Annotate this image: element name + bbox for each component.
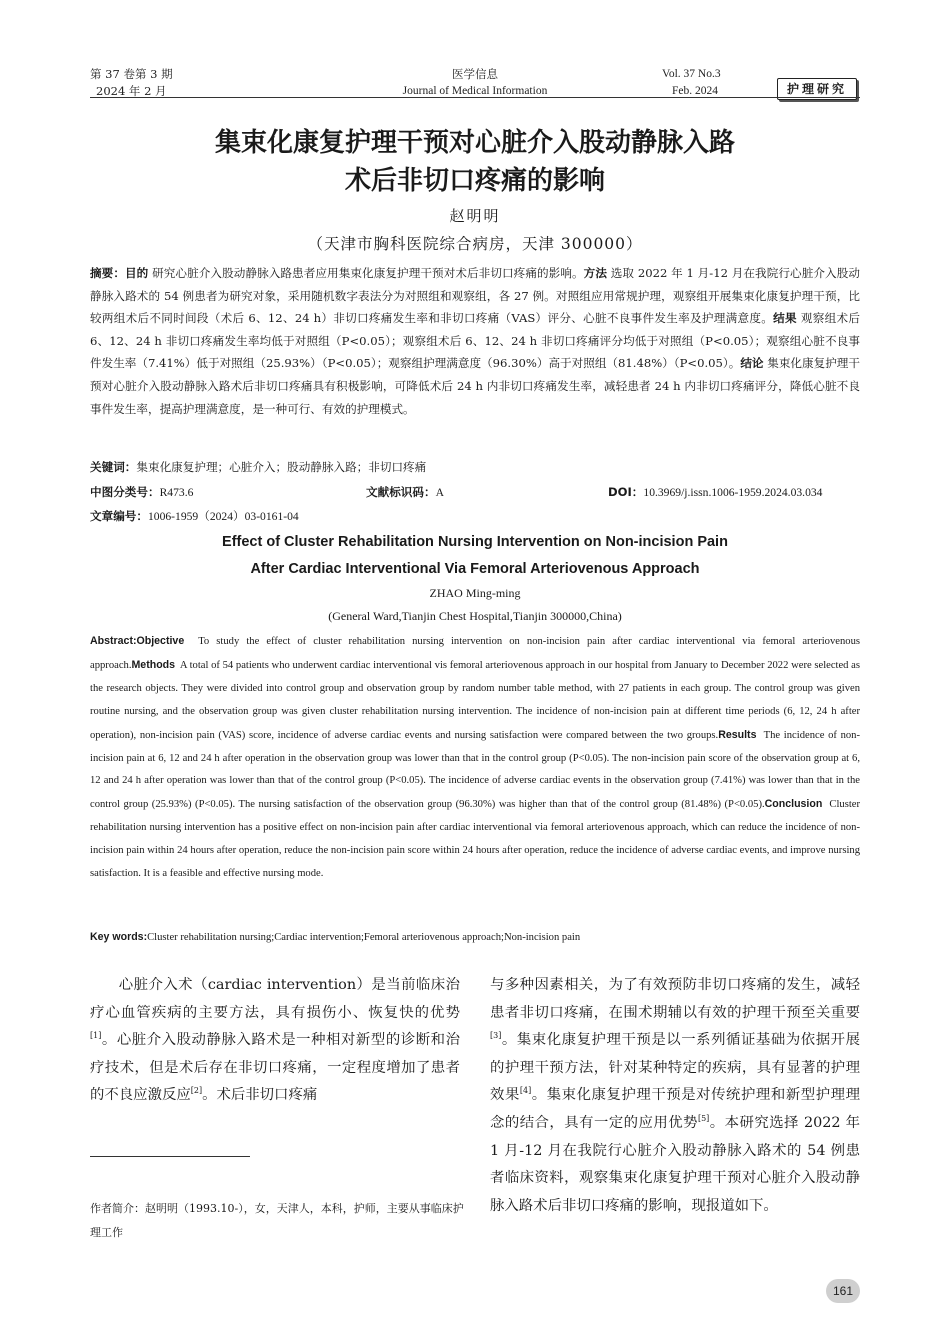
header-rule [90,97,860,98]
author-cn: 赵明明 [449,207,501,225]
doi: DOI：10.3969/j.issn.1006-1959.2024.03.034 [608,485,823,499]
clc-number: 中图分类号：R473.6 [90,485,194,499]
body-column-right: 与多种因素相关，为了有效预防非切口疼痛的发生，减轻患者非切口疼痛，在围术期辅以有效的护理干预至关重要[3]。集束化康复护理干预是以一系列循证基础为依据开展的护理干预方法，针对某种特定的疾病，具有显著的护理效果[4]。集束化康复护理干预是对传统护理和新型护理理念的结合，具有一定的应用优势[5]。本研究选择 2022 年 1 月-12 月在我院行心脏介入股动静脉入路术的 54 例患者临床资料，观察集束化康复护理干预对心脏介入股动静脉入路术后非切口疼痛的影响，现报道如下。 [490,977,860,1214]
journal-volume-en: Vol. 37 No.3 Feb. 2024 [662,68,721,97]
journal-volume-issue: 第 37 卷第 3 期 2024 年 2 月 [90,67,173,98]
article-number: 文章编号：1006-1959（2024）03-0161-04 [90,509,299,523]
abstract-en: Abstract:Objective To study the effect of cluster rehabilitation nursing intervention on non-incision pain after cardiac interventional via femoral arteriovenous approach.Methods A total of 54 patients who underwent cardiac interventional vis femoral arteriovenous approach in our hospital from January to December 2022 were selected as the research objects. They were divided into control group and observation group by random number table method, with 27 patients in each group. The control group was given routine nursing, and the observation group was given cluster rehabilitation nursing intervention. The incidence of non-incision pain at different time periods (6, 12, 24 h after operation), non-incision pain (VAS) score, incidence of adverse cardiac events and nursing satisfaction were compared between the two groups.Results The incidence of non-incision pain at 6, 12 and 24 h after operation in the observation group was lower than that in the control group (P<0.05). The non-incision pain score of the observation group at 6, 12 and 24 h after operation was lower than that of the control group (P<0.05). The incidence of adverse cardiac events in the observation group (7.41%) was lower than that in the control group (25.93%) (P<0.05). The nursing satisfaction of the observation group (96.30%) was higher than that of the control group (81.48%) (P<0.05).Conclusion Cluster rehabilitation nursing intervention has a positive effect on non-incision pain after cardiac interventional via femoral arteriovenous approach, which can reduce the incidence of non-incision pain within 24 hours after operation, reduce the non-incision pain score within 24 hours after operation, reduce the incidence of adverse cardiac events, and improve nursing satisfaction. It is a feasible and effective nursing mode. [90,635,861,880]
journal-name: 医学信息 Journal of Medical Information [402,67,548,97]
section-tag: 护理研究 [777,78,857,100]
affiliation-en: (General Ward,Tianjin Chest Hospital,Tianjin 300000,China) [328,609,622,623]
article-title-cn: 集束化康复护理干预对心脏介入股动静脉入路 术后非切口疼痛的影响 [214,128,735,196]
author-en: ZHAO Ming-ming [429,586,521,600]
document-code: 文献标识码：A [366,485,444,499]
page-number: 161 [826,1279,860,1303]
article-title-en: Effect of Cluster Rehabilitation Nursing Intervention on Non-incision Pain After Cardiac Interventional Via Femoral Arteriovenous Approach [222,534,728,577]
abstract-cn: 摘要：目的 研究心脏介入股动静脉入路患者应用集束化康复护理干预对术后非切口疼痛的影响。方法 选取 2022 年 1 月-12 月在我院行心脏介入股动静脉入路术的 54 例患者为研究对象，采用随机数字表法分为对照组和观察组，各 27 例。对照组应用常规护理，观察组开展集束化康复护理干预，比较两组术后不同时间段（术后 6、12、24 h）非切口疼痛发生率和非切口疼痛（VAS）评分、心脏不良事件发生率及护理满意度。结果 观察组术后 6、12、24 h 非切口疼痛发生率均低于对照组（P<0.05）；观察组术后 6、12、24 h 非切口疼痛评分均低于对照组（P<0.05）；观察组心脏不良事件发生率（7.41%）低于对照组（25.93%）（P<0.05）；观察组护理满意度（96.30%）高于对照组（81.48%）（P<0.05）。结论 集束化康复护理干预对心脏介入股动静脉入路术后非切口疼痛具有积极影响，可降低术后 24 h 内非切口疼痛发生率，减轻患者 24 h 内非切口疼痛评分，降低心脏不良事件发生率，提高护理满意度，是一种可行、有效的护理模式。 [90,266,860,416]
affiliation-cn: （天津市胸科医院综合病房，天津 300000） [307,235,643,253]
keywords-cn: 关键词：集束化康复护理；心脏介入；股动静脉入路；非切口疼痛 [90,460,427,474]
keywords-en: Key words:Cluster rehabilitation nursing;Cardiac intervention;Femoral arteriovenous approach;Non-incision pain [90,931,581,943]
author-footnote: 作者简介：赵明明（1993.10-），女，天津人，本科，护师，主要从事临床护理工作 [90,1202,464,1239]
footnote-rule [90,1156,250,1157]
body-column-left: 心脏介入术（cardiac intervention）是当前临床治疗心血管疾病的主要方法，具有损伤小、恢复快的优势[1]。心脏介入股动静脉入路术是一种相对新型的诊断和治疗技术，但是术后存在非切口疼痛，一定程度增加了患者的不良应激反应[2]。术后非切口疼痛 [90,977,460,1104]
